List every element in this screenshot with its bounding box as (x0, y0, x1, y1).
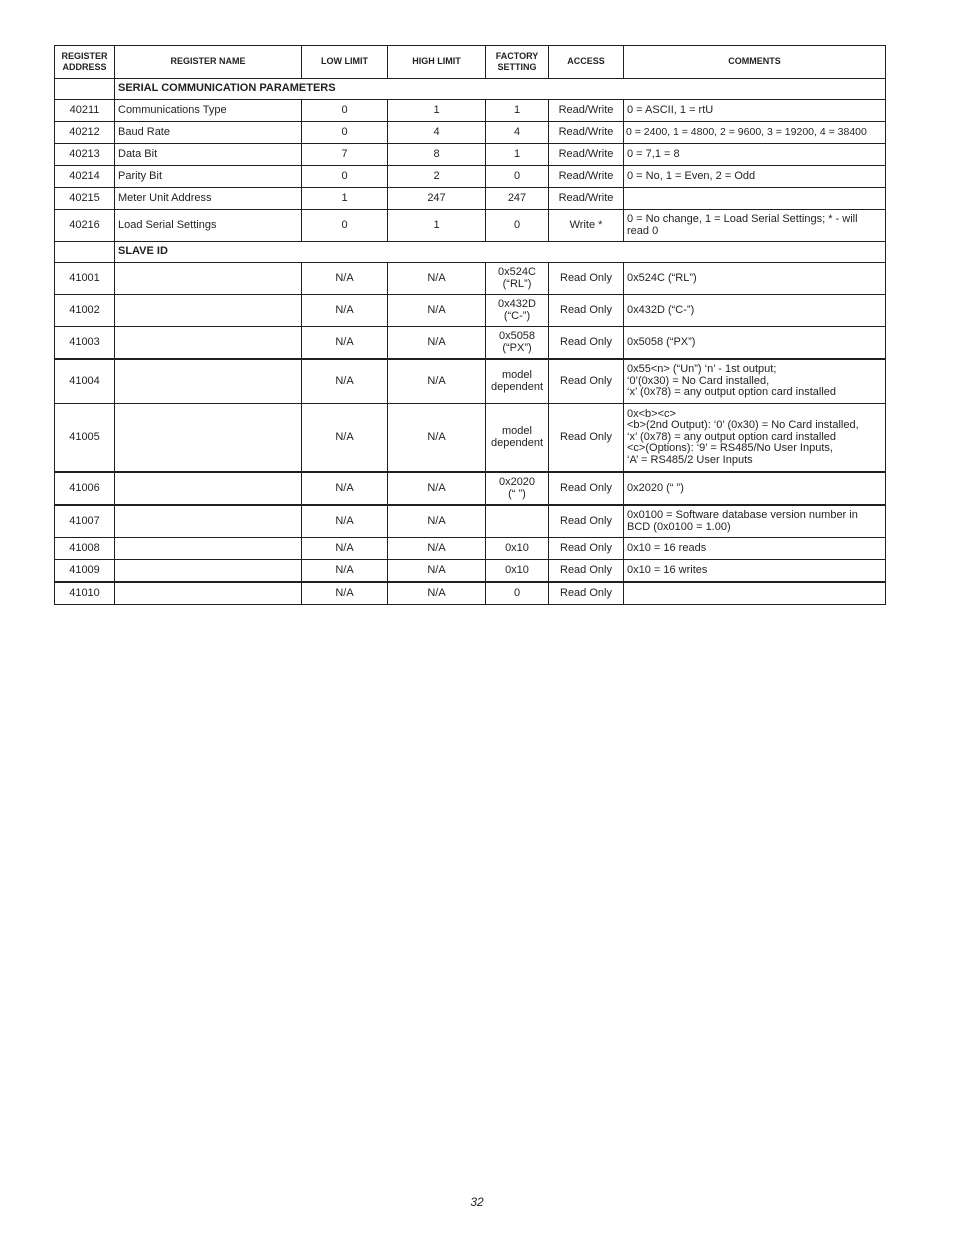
cell-access: Read Only (549, 295, 624, 327)
cell-name (115, 263, 302, 295)
cell-high: N/A (388, 263, 486, 295)
cell-access: Read Only (549, 505, 624, 538)
table-row (55, 144, 886, 166)
cell-high: 8 (388, 144, 486, 166)
cell-access: Read/Write (549, 122, 624, 144)
cell-address: 40216 (55, 210, 115, 242)
cell-low: 7 (302, 144, 388, 166)
cell-name (115, 359, 302, 404)
cell-name: Data Bit (115, 144, 302, 166)
cell-high: N/A (388, 472, 486, 505)
cell-low: N/A (302, 327, 388, 360)
cell-high: N/A (388, 327, 486, 360)
cell-comments: 0x524C (“RL”) (624, 263, 886, 295)
cell-high: N/A (388, 582, 486, 605)
cell-comments: 0x2020 (“ ”) (624, 472, 886, 505)
cell-comments: 0x10 = 16 reads (624, 538, 886, 560)
cell-address: 40213 (55, 144, 115, 166)
cell-factory: 0x10 (486, 560, 549, 583)
cell-low: N/A (302, 472, 388, 505)
cell-name: Parity Bit (115, 166, 302, 188)
cell-address: 40215 (55, 188, 115, 210)
table-row (55, 188, 886, 210)
cell-address: 40214 (55, 166, 115, 188)
register-table (54, 45, 886, 605)
cell-factory: 0x524C (“RL”) (486, 263, 549, 295)
cell-low: 0 (302, 166, 388, 188)
header-access: ACCESS (549, 46, 624, 79)
cell-access: Read Only (549, 327, 624, 360)
cell-high: N/A (388, 295, 486, 327)
cell-address: 41007 (55, 505, 115, 538)
page-number: 32 (470, 1195, 484, 1209)
cell-access: Read Only (549, 582, 624, 605)
cell-address: 41009 (55, 560, 115, 583)
table-row (55, 295, 886, 327)
cell-access: Read/Write (549, 100, 624, 122)
cell-high: 4 (388, 122, 486, 144)
cell-high: N/A (388, 560, 486, 583)
cell-low: 0 (302, 100, 388, 122)
cell-name (115, 560, 302, 583)
table-row (55, 472, 886, 505)
table-row (55, 327, 886, 360)
header-register-address: REGISTER ADDRESS (55, 46, 115, 79)
cell-factory: 0x10 (486, 538, 549, 560)
cell-name (115, 404, 302, 473)
cell-address: 40212 (55, 122, 115, 144)
table-row (55, 404, 886, 473)
header-register-name: REGISTER NAME (115, 46, 302, 79)
cell-high: N/A (388, 538, 486, 560)
cell-name: Meter Unit Address (115, 188, 302, 210)
cell-comments: 0 = No change, 1 = Load Serial Settings; * - will read 0 (624, 210, 886, 242)
cell-access: Read/Write (549, 188, 624, 210)
table-row (55, 263, 886, 295)
cell-factory: 1 (486, 100, 549, 122)
cell-factory: model dependent (486, 359, 549, 404)
cell-high: 1 (388, 210, 486, 242)
cell-name: Communications Type (115, 100, 302, 122)
cell-address: 41003 (55, 327, 115, 360)
header-factory-setting: FACTORY SETTING (486, 46, 549, 79)
cell-low: N/A (302, 538, 388, 560)
cell-address: 41006 (55, 472, 115, 505)
table-row (55, 538, 886, 560)
cell-factory: 0 (486, 582, 549, 605)
table-row (55, 122, 886, 144)
cell-comments: 0x10 = 16 writes (624, 560, 886, 583)
cell-name (115, 472, 302, 505)
cell-address: 40211 (55, 100, 115, 122)
cell-factory: 0x432D (“C-”) (486, 295, 549, 327)
cell-high: N/A (388, 404, 486, 473)
cell-access: Read/Write (549, 144, 624, 166)
cell-factory: 0x2020 (“ ”) (486, 472, 549, 505)
cell-address: 41010 (55, 582, 115, 605)
cell-low: 0 (302, 210, 388, 242)
section-row (55, 79, 886, 100)
cell-name: Load Serial Settings (115, 210, 302, 242)
header-comments: COMMENTS (624, 46, 886, 79)
cell-low: N/A (302, 560, 388, 583)
header-high-limit: HIGH LIMIT (388, 46, 486, 79)
cell-low: N/A (302, 295, 388, 327)
cell-address: 41001 (55, 263, 115, 295)
table-row (55, 210, 886, 242)
cell-comments: 0x5058 (“PX”) (624, 327, 886, 360)
table-row (55, 359, 886, 404)
cell-comments: 0x<b><c> <b>(2nd Output): ‘0’ (0x30) = No Card installed, ‘x’ (0x78) = any output option card installed <c>(Options): ‘9’ = RS485/No User Inputs, ‘A’ = RS485/2 User Inputs (624, 404, 886, 473)
cell-low: N/A (302, 263, 388, 295)
cell-comments (624, 188, 886, 210)
cell-comments (624, 582, 886, 605)
cell-comments: 0 = 7,1 = 8 (624, 144, 886, 166)
cell-name: Baud Rate (115, 122, 302, 144)
cell-factory: 1 (486, 144, 549, 166)
table-row (55, 560, 886, 583)
cell-name (115, 295, 302, 327)
cell-access: Read Only (549, 263, 624, 295)
section-spacer (55, 79, 115, 100)
cell-factory: 0x5058 (“PX”) (486, 327, 549, 360)
cell-low: 1 (302, 188, 388, 210)
cell-access: Read/Write (549, 166, 624, 188)
cell-address: 41002 (55, 295, 115, 327)
cell-address: 41005 (55, 404, 115, 473)
cell-factory (486, 505, 549, 538)
table-header-row (55, 46, 886, 79)
cell-address: 41008 (55, 538, 115, 560)
cell-access: Write * (549, 210, 624, 242)
cell-low: N/A (302, 505, 388, 538)
section-title: SLAVE ID (115, 242, 886, 263)
section-row (55, 242, 886, 263)
cell-factory: 247 (486, 188, 549, 210)
cell-comments: 0x432D (“C-”) (624, 295, 886, 327)
cell-access: Read Only (549, 404, 624, 473)
cell-high: N/A (388, 505, 486, 538)
cell-factory: 0 (486, 210, 549, 242)
cell-comments: 0 = 2400, 1 = 4800, 2 = 9600, 3 = 19200, 4 = 38400 (624, 122, 886, 144)
table-row (55, 166, 886, 188)
cell-factory: 4 (486, 122, 549, 144)
cell-high: 247 (388, 188, 486, 210)
cell-name (115, 327, 302, 360)
cell-comments: 0x0100 = Software database version number in BCD (0x0100 = 1.00) (624, 505, 886, 538)
cell-comments: 0 = ASCII, 1 = rtU (624, 100, 886, 122)
cell-factory: 0 (486, 166, 549, 188)
cell-access: Read Only (549, 560, 624, 583)
cell-access: Read Only (549, 359, 624, 404)
header-low-limit: LOW LIMIT (302, 46, 388, 79)
cell-comments: 0x55<n> (“Un”) ‘n’ - 1st output; ‘0’(0x30) = No Card installed, ‘x’ (0x78) = any output option card installed (624, 359, 886, 404)
cell-name (115, 505, 302, 538)
cell-factory: model dependent (486, 404, 549, 473)
cell-name (115, 582, 302, 605)
cell-low: N/A (302, 582, 388, 605)
cell-comments: 0 = No, 1 = Even, 2 = Odd (624, 166, 886, 188)
cell-name (115, 538, 302, 560)
cell-high: 1 (388, 100, 486, 122)
section-title: SERIAL COMMUNICATION PARAMETERS (115, 79, 886, 100)
cell-high: N/A (388, 359, 486, 404)
table-row (55, 582, 886, 605)
cell-access: Read Only (549, 538, 624, 560)
cell-low: N/A (302, 404, 388, 473)
cell-access: Read Only (549, 472, 624, 505)
cell-low: N/A (302, 359, 388, 404)
section-spacer (55, 242, 115, 263)
table-row (55, 100, 886, 122)
table-row (55, 505, 886, 538)
cell-high: 2 (388, 166, 486, 188)
cell-low: 0 (302, 122, 388, 144)
cell-address: 41004 (55, 359, 115, 404)
